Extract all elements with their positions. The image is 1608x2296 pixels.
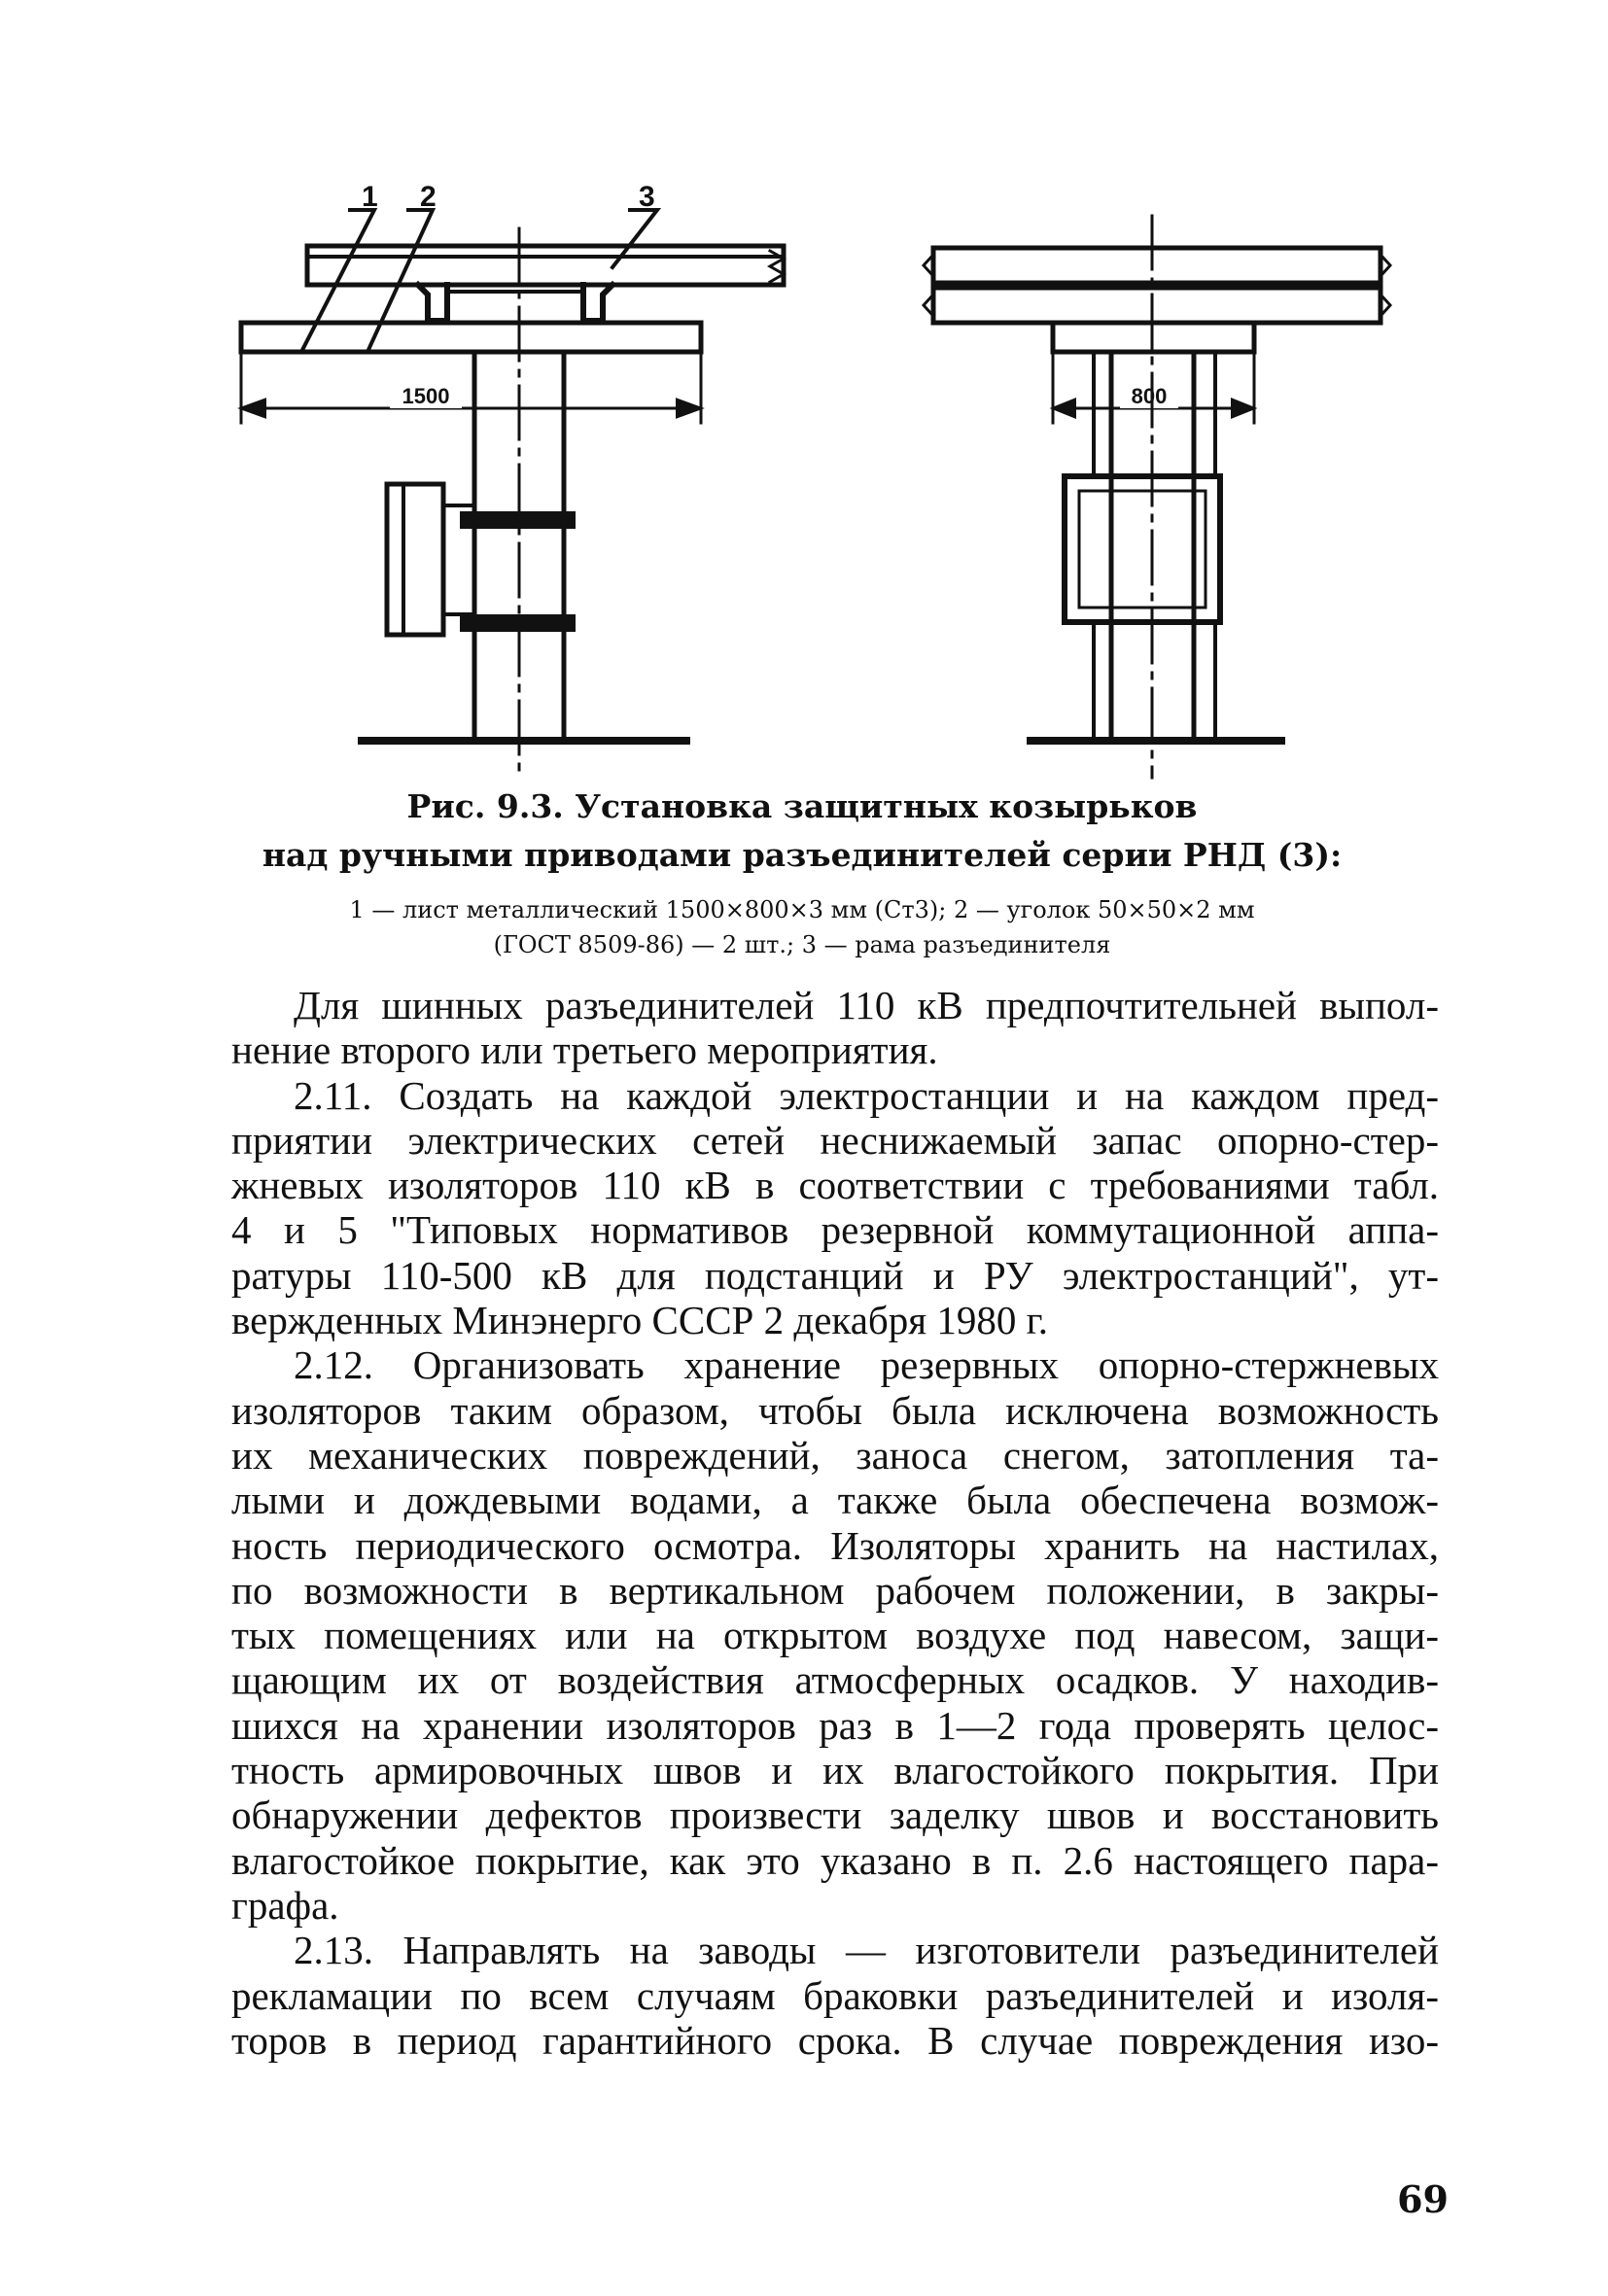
text-line: жневых изоляторов 110 кВ в соответствии с требованиями табл.: [231, 1163, 1439, 1208]
figure: [0, 0, 1608, 807]
text-line: шихся на хранении изоляторов раз в 1—2 года проверять целос-: [231, 1702, 1439, 1748]
text-line: лыми и дождевыми водами, а также была обеспечена возмож-: [231, 1478, 1439, 1523]
frame-beam: [307, 246, 784, 285]
text-line: ность периодического осмотра. Изоляторы хранить на настилах,: [231, 1522, 1439, 1568]
dim-arrow-right-800: [1233, 400, 1252, 416]
callout-2-label: 2: [420, 181, 437, 213]
left-view: [241, 181, 784, 778]
frame-beam-upper: [933, 248, 1381, 283]
drive-housing-front: [1065, 476, 1220, 622]
right-view: [924, 216, 1390, 778]
caption-legend-line: (ГОСТ 8509-86) — 2 шт.; 3 — рама разъединителя: [493, 931, 1111, 958]
text-line: ратуры 110-500 кВ для подстанций и РУ электростанций", ут-: [231, 1252, 1439, 1298]
text-line: Для шинных разъединителей 110 кВ предпочтительней выпол-: [294, 983, 1439, 1027]
angle-bracket-left: [418, 285, 447, 321]
text-line: вержденных Минэнерго СССР 2 декабря 1980 г.: [231, 1298, 1049, 1343]
clamp-upper: [462, 513, 574, 527]
figure-caption-legend: [233, 892, 1371, 962]
callout-1-leader: [301, 210, 374, 352]
drive-housing: [387, 484, 443, 635]
body-text: [231, 983, 1439, 2063]
text-line: тность армировочных швов и их влагостойкого покрытия. При: [231, 1748, 1439, 1793]
text-line: щающим их от воздействия атмосферных осадков. У находив-: [231, 1657, 1439, 1703]
frame-beam-lower: [933, 288, 1381, 323]
text-line: 4 и 5 "Типовых нормативов резервной коммутационной аппа-: [231, 1207, 1439, 1253]
callout-2-leader: [367, 210, 433, 352]
text-line: их механических повреждений, заноса снегом, затопления та-: [231, 1432, 1439, 1478]
page-number: 69: [1397, 2177, 1449, 2221]
text-line: по возможности в вертикальном рабочем положении, в закры-: [231, 1567, 1439, 1613]
dim-arrow-right: [678, 400, 699, 416]
caption-title-line: Рис. 9.3. Установка защитных козырьков: [406, 787, 1198, 825]
drive-housing-front-inner: [1079, 491, 1206, 608]
callout-3-label: 3: [639, 181, 655, 213]
dim-arrow-left: [243, 400, 264, 416]
text-line: приятии электрических сетей неснижаемый запас опорно-стер-: [231, 1117, 1439, 1163]
callout-3-leader: [612, 210, 657, 267]
paragraph-2-11: [231, 1073, 1439, 1343]
text-line: 2.11. Создать на каждой электростанции и на каждом пред-: [294, 1072, 1439, 1118]
paragraph: [231, 983, 1439, 1073]
figure-caption-title: [243, 783, 1361, 880]
angle-bracket-right: [583, 285, 612, 321]
text-line: изоляторов таким образом, чтобы была исключена возможность: [231, 1387, 1439, 1433]
text-line: влагостойкое покрытие, как это указано в п. 2.6 настоящего пара-: [231, 1837, 1439, 1883]
callout-1-label: 1: [362, 181, 378, 213]
figure-drawing: [0, 0, 1608, 807]
text-line: торов в период гарантийного срока. В случае повреждения изо-: [231, 2017, 1439, 2063]
paragraph-2-12: [231, 1342, 1439, 1928]
text-line: обнаружении дефектов произвести заделку швов и восстановить: [231, 1792, 1439, 1838]
text-line: 2.13. Направлять на заводы — изготовители разъединителей: [294, 1928, 1439, 1973]
clamp-lower: [462, 616, 574, 630]
caption-title-line: над ручными приводами разъединителей серии РНД (3):: [262, 836, 1343, 874]
text-line: рекламации по всем случаям браковки разъединителей и изоля-: [231, 1972, 1439, 2018]
paragraph-2-13: [231, 1928, 1439, 2063]
caption-legend-line: 1 — лист металлический 1500×800×3 мм (Ст3); 2 — уголок 50×50×2 мм: [349, 896, 1255, 923]
text-line: графа.: [231, 1882, 339, 1928]
text-line: тых помещениях или на открытом воздухе под навесом, защи-: [231, 1613, 1439, 1658]
dim-arrow-left-800: [1055, 400, 1074, 416]
text-line: 2.12. Организовать хранение резервных опорно-стержневых: [294, 1342, 1439, 1388]
dim-800-label: 800: [1131, 384, 1168, 408]
dim-1500-label: 1500: [402, 384, 450, 408]
text-line: нение второго или третьего мероприятия.: [231, 1027, 938, 1073]
